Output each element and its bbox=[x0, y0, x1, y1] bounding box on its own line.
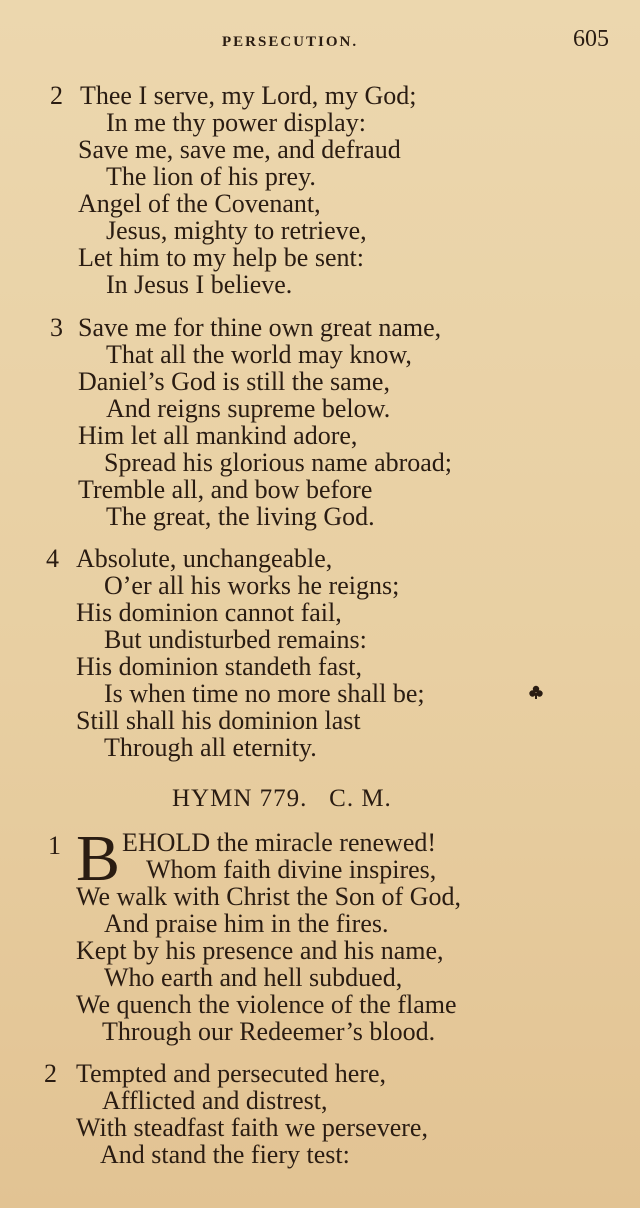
drop-cap: B bbox=[76, 822, 121, 895]
verse-number: 3 bbox=[50, 313, 63, 342]
printers-mark-icon bbox=[528, 684, 544, 700]
verse-line: Save me, save me, and defraud bbox=[78, 135, 401, 164]
verse-line: And stand the fiery test: bbox=[100, 1140, 350, 1169]
verse-line: Whom faith divine inspires, bbox=[146, 855, 437, 884]
verse-line: We quench the violence of the flame bbox=[76, 990, 457, 1019]
hymn-title: HYMN 779. C. M. bbox=[172, 785, 392, 812]
verse-line: The great, the living God. bbox=[106, 502, 375, 531]
verse-line: His dominion cannot fail, bbox=[76, 598, 342, 627]
verse-line: Kept by his presence and his name, bbox=[76, 936, 444, 965]
verse-line: Is when time no more shall be; bbox=[104, 679, 425, 708]
verse-line: And praise him in the fires. bbox=[104, 909, 389, 938]
verse-line: Through all eternity. bbox=[104, 733, 317, 762]
verse-line: Spread his glorious name abroad; bbox=[104, 448, 453, 477]
verse-line: Jesus, mighty to retrieve, bbox=[106, 216, 367, 245]
running-header: PERSECUTION. bbox=[222, 34, 359, 50]
verse-line: That all the world may know, bbox=[106, 340, 412, 369]
verse-line: Save me for thine own great name, bbox=[78, 313, 442, 342]
verse-line: Who earth and hell subdued, bbox=[104, 963, 403, 992]
verse-line: O’er all his works he reigns; bbox=[104, 571, 400, 600]
verse-line: His dominion standeth fast, bbox=[76, 652, 362, 681]
page-number: 605 bbox=[573, 26, 609, 52]
verse-line: With steadfast faith we persevere, bbox=[76, 1113, 428, 1142]
verse-line: In Jesus I believe. bbox=[106, 270, 293, 299]
verse-number: 4 bbox=[46, 544, 59, 573]
verse-line: Let him to my help be sent: bbox=[78, 243, 364, 272]
verse-line: Him let all mankind adore, bbox=[78, 421, 358, 450]
verse-line: Thee I serve, my Lord, my God; bbox=[80, 81, 417, 110]
verse-number: 2 bbox=[44, 1059, 57, 1088]
verse-line: But undisturbed remains: bbox=[104, 625, 367, 654]
verse-line: EHOLD the miracle renewed! bbox=[122, 828, 437, 857]
verse-line: In me thy power display: bbox=[106, 108, 366, 137]
verse-line: We walk with Christ the Son of God, bbox=[76, 882, 461, 911]
verse-number: 2 bbox=[50, 81, 63, 110]
verse-line: Afflicted and distrest, bbox=[102, 1086, 328, 1115]
verse-line: Angel of the Covenant, bbox=[78, 189, 321, 218]
verse-number: 1 bbox=[48, 831, 61, 860]
verse-line: The lion of his prey. bbox=[106, 162, 316, 191]
verse-line: Absolute, unchangeable, bbox=[76, 544, 333, 573]
verse-line: And reigns supreme below. bbox=[106, 394, 391, 423]
verse-line: Daniel’s God is still the same, bbox=[78, 367, 390, 396]
verse-line: Tremble all, and bow before bbox=[78, 475, 373, 504]
verse-line: Tempted and persecuted here, bbox=[76, 1059, 387, 1088]
verse-line: Still shall his dominion last bbox=[76, 706, 361, 735]
verse-line: Through our Redeemer’s blood. bbox=[102, 1017, 436, 1046]
